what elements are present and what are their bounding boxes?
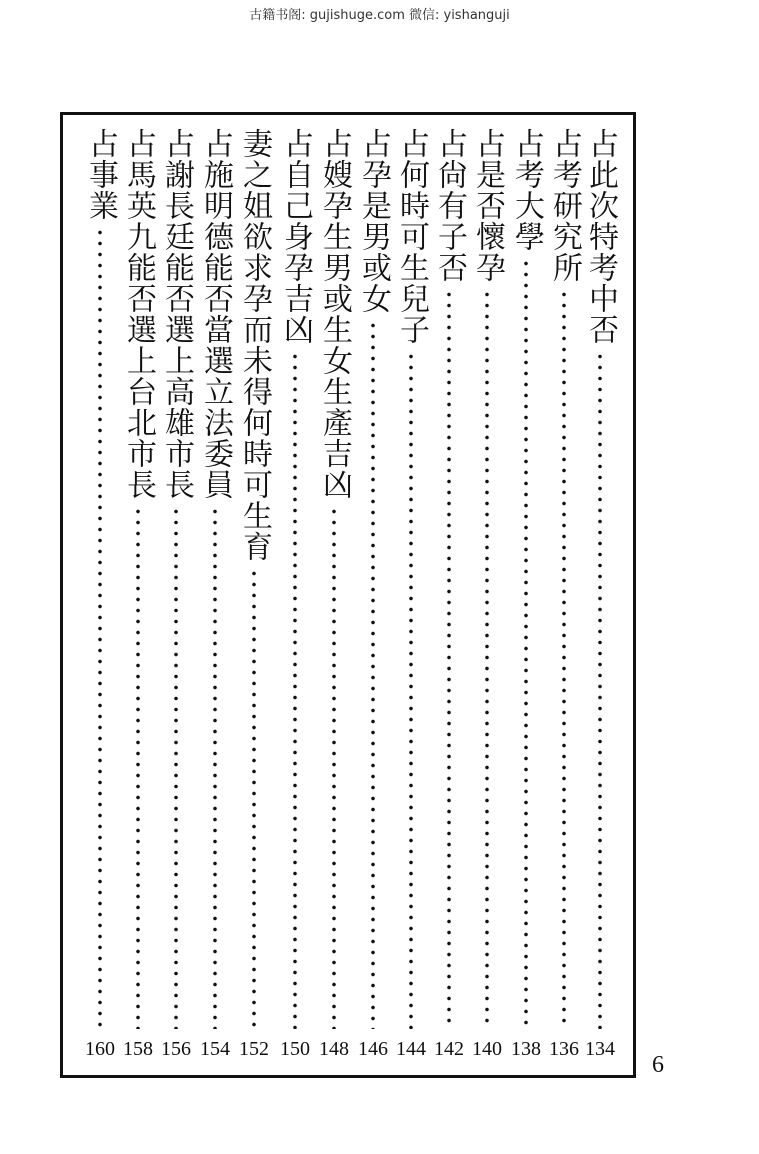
- toc-entry: [508, 128, 544, 1033]
- toc-entry: [158, 128, 194, 1033]
- toc-entry-page: 134: [585, 1038, 615, 1060]
- watermark-header: 古籍书阁: gujishuge.com 微信: yishanguji: [249, 8, 510, 23]
- toc-entry-page: 158: [123, 1038, 153, 1060]
- toc-entry-page: 146: [358, 1038, 388, 1060]
- toc-entry: [197, 128, 233, 1033]
- toc-entry: [355, 128, 391, 1033]
- toc-entry-title: 占孕是男或女: [356, 128, 391, 314]
- toc-entry-title: 占施明德能否當選立法委員: [198, 128, 233, 500]
- toc-entry-title: 占嫂孕生男或生女生產吉凶: [317, 128, 352, 500]
- dot-leader: [136, 506, 140, 1029]
- toc-entry: [82, 128, 118, 1033]
- dot-leader: [447, 289, 451, 1029]
- dot-leader: [213, 506, 217, 1029]
- toc-entry-page: 154: [200, 1038, 230, 1060]
- toc-entry-title: 占考研究所: [547, 128, 582, 283]
- dot-leader: [252, 568, 256, 1029]
- dot-leader: [524, 258, 528, 1029]
- toc-entry-page: 160: [85, 1038, 115, 1060]
- toc-entry: [236, 128, 272, 1033]
- toc-entry-page: 148: [319, 1038, 349, 1060]
- toc-entry: [316, 128, 352, 1033]
- toc-entry: [582, 128, 618, 1033]
- dot-leader: [174, 506, 178, 1029]
- toc-entry-page: 152: [239, 1038, 269, 1060]
- toc-entry: [469, 128, 505, 1033]
- dot-leader: [485, 289, 489, 1029]
- toc-entry-title: 妻之姐欲求孕而未得何時可生育: [237, 128, 272, 562]
- dot-leader: [371, 320, 375, 1029]
- toc-entry: [120, 128, 156, 1033]
- toc-entry: [431, 128, 467, 1033]
- toc-entry-title: 占自己身孕吉凶: [278, 128, 313, 345]
- toc-entry-page: 140: [472, 1038, 502, 1060]
- toc-entry-page: 138: [511, 1038, 541, 1060]
- dot-leader: [409, 351, 413, 1029]
- dot-leader: [98, 227, 102, 1029]
- toc-entry-title: 占是否懷孕: [470, 128, 505, 283]
- toc-entry-title: 占謝長廷能否選上高雄市長: [159, 128, 194, 500]
- toc-entry-title: 占考大學: [509, 128, 544, 252]
- toc-entry: [546, 128, 582, 1033]
- toc-entry: [277, 128, 313, 1033]
- toc-entry-title: 占事業: [83, 128, 118, 221]
- toc-entry-title: 占尙有子否: [432, 128, 467, 283]
- toc-entry-title: 占馬英九能否選上台北市長: [121, 128, 156, 500]
- toc-entry-page: 136: [549, 1038, 579, 1060]
- toc-entry: [393, 128, 429, 1033]
- dot-leader: [332, 506, 336, 1029]
- toc-entry-title: 占何時可生兒子: [394, 128, 429, 345]
- toc-entry-page: 142: [434, 1038, 464, 1060]
- toc-entry-title: 占此次特考中否: [583, 128, 618, 345]
- toc-entry-page: 150: [280, 1038, 310, 1060]
- dot-leader: [293, 351, 297, 1029]
- page-number: 6: [652, 1052, 664, 1078]
- dot-leader: [562, 289, 566, 1029]
- dot-leader: [598, 351, 602, 1029]
- toc-entry-page: 156: [161, 1038, 191, 1060]
- toc-entry-page: 144: [396, 1038, 426, 1060]
